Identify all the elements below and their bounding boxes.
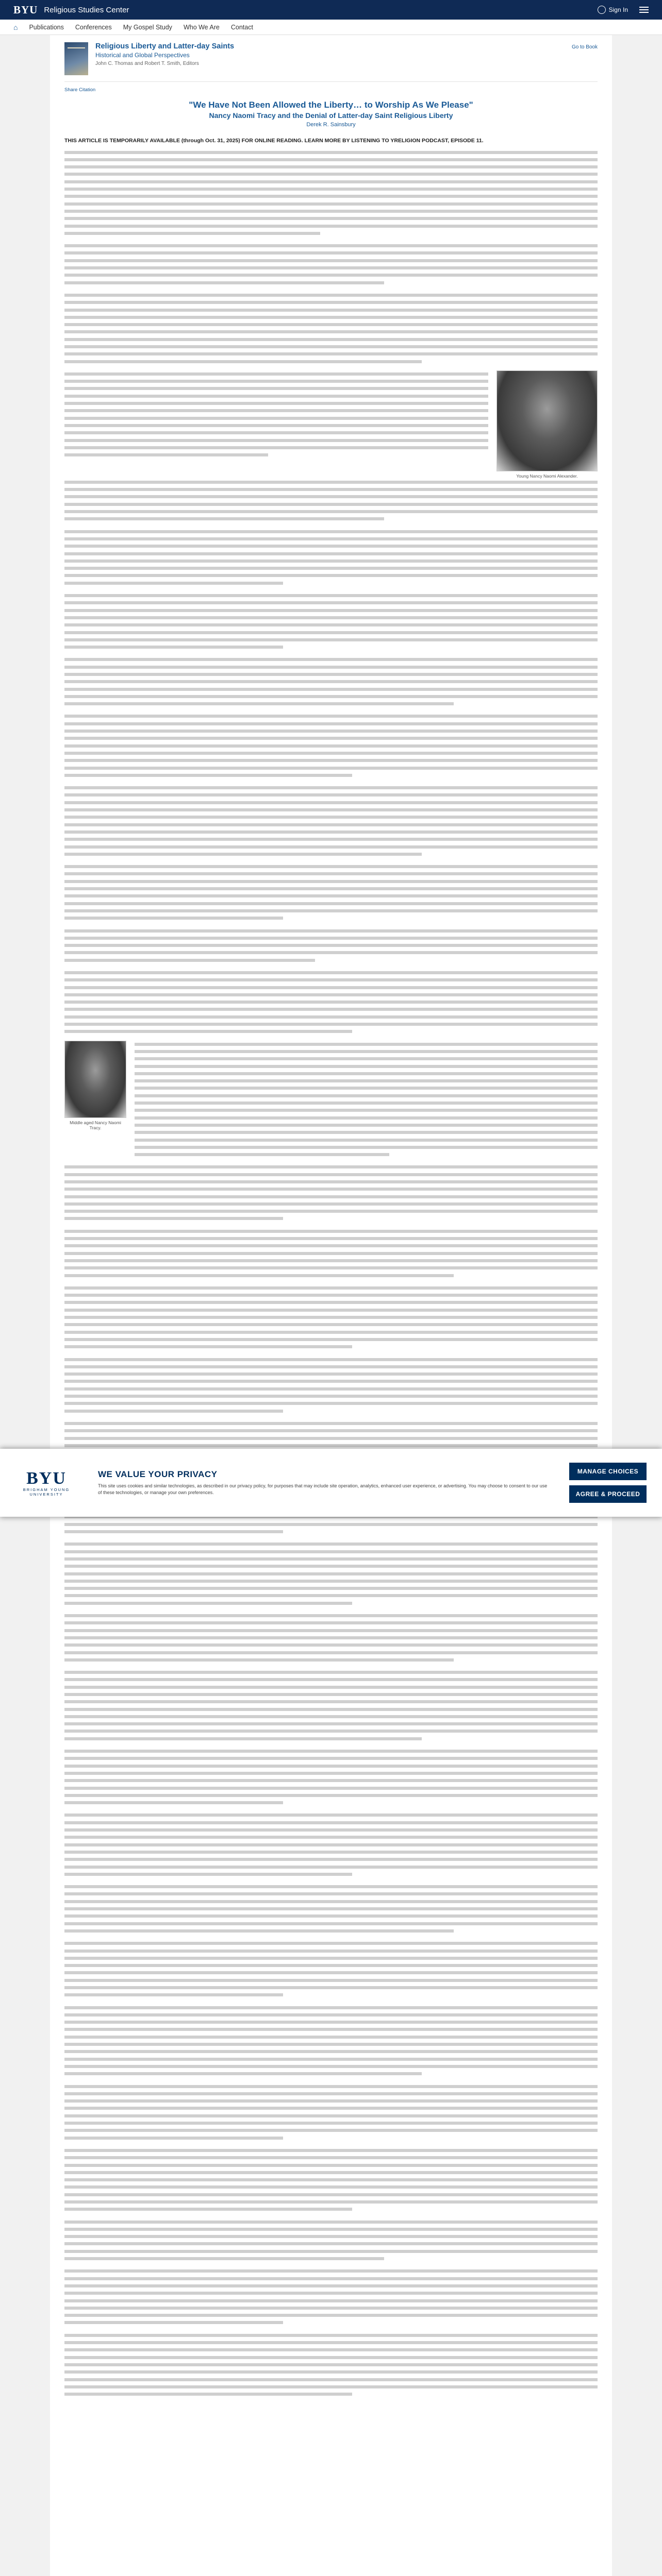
manage-choices-button[interactable]: MANAGE CHOICES [569, 1463, 647, 1480]
figure-caption: Young Nancy Naomi Alexander. [516, 473, 578, 479]
body-paragraph [64, 2267, 598, 2326]
book-title[interactable]: Religious Liberty and Latter-day Saints [95, 42, 235, 50]
article-title: "We Have Not Been Allowed the Liberty… to Worship As We Please" [189, 100, 473, 110]
body-paragraph [64, 1356, 598, 1415]
menu-icon[interactable] [639, 7, 649, 13]
byu-logo-banner: BYU BRIGHAM YOUNG UNIVERSITY [23, 1469, 70, 1497]
site-name[interactable]: Religious Studies Center [44, 5, 129, 14]
article-subtitle: Nancy Naomi Tracy and the Denial of Latter-day Saint Religious Liberty [209, 111, 453, 120]
body-paragraph [64, 1612, 598, 1664]
article-body [64, 149, 598, 2398]
article-container [50, 35, 612, 2576]
body-paragraph [64, 1669, 598, 1742]
sign-in-label: Sign In [608, 6, 628, 13]
body-paragraph [64, 149, 598, 238]
article-author[interactable]: Derek R. Sainsbury [306, 122, 356, 128]
privacy-heading: WE VALUE YOUR PRIVACY [98, 1469, 218, 1480]
user-icon [598, 6, 606, 14]
body-paragraph [64, 1748, 598, 1806]
go-to-book-link[interactable]: Go to Book [571, 44, 598, 50]
portrait-figure[interactable] [64, 1041, 126, 1164]
cookie-banner [0, 1449, 662, 1517]
main-nav [0, 20, 662, 35]
nav-item-my-gospel-study[interactable]: My Gospel Study [123, 23, 172, 31]
nav-item-publications[interactable]: Publications [29, 23, 64, 31]
book-subtitle: Historical and Global Perspectives [95, 52, 190, 59]
availability-notice[interactable]: THIS ARTICLE IS TEMPORARILY AVAILABLE (through Oct. 31, 2025) FOR ONLINE READING. LEARN MORE BY LISTENING TO YRELIGION PODCAST, EPISODE 11. [64, 138, 484, 144]
body-paragraph [64, 2004, 598, 2078]
body-paragraph [64, 969, 598, 1036]
nav-item-who-we-are[interactable]: Who We Are [183, 23, 220, 31]
body-paragraph [135, 1041, 598, 1159]
body-paragraph [64, 592, 598, 651]
body-paragraph [64, 2218, 598, 2263]
book-authors: John C. Thomas and Robert T. Smith, Editors [95, 61, 199, 66]
body-paragraph [64, 292, 598, 365]
body-paragraph [64, 2147, 598, 2213]
sign-in-link[interactable] [598, 6, 628, 14]
body-paragraph [64, 713, 598, 779]
body-paragraph [64, 479, 598, 523]
body-paragraph [64, 370, 488, 459]
body-paragraph [64, 1284, 598, 1351]
book-cover[interactable] [64, 42, 88, 75]
nav-item-contact[interactable]: Contact [230, 23, 253, 31]
body-paragraph [64, 2083, 598, 2142]
body-paragraph [64, 863, 598, 922]
body-paragraph [64, 927, 598, 964]
body-paragraph [64, 1811, 598, 1878]
body-paragraph [64, 528, 598, 587]
body-paragraph [64, 242, 598, 286]
body-paragraph [64, 1163, 598, 1222]
book-header [64, 35, 598, 82]
body-paragraph [64, 656, 598, 707]
body-paragraph [64, 1940, 598, 1998]
share-citation-link[interactable]: Share Citation [64, 87, 96, 93]
portrait-figure[interactable] [496, 370, 598, 479]
figure-caption: Middle aged Nancy Naomi Tracy. [70, 1120, 121, 1130]
body-paragraph [64, 1540, 598, 1607]
body-paragraph [64, 784, 598, 858]
top-bar [0, 0, 662, 20]
byu-logo[interactable]: BYU [13, 3, 38, 16]
nav-item-conferences[interactable]: Conferences [75, 23, 112, 31]
portrait-photo [64, 1041, 126, 1118]
agree-proceed-button[interactable]: AGREE & PROCEED [569, 1485, 647, 1503]
body-paragraph [64, 1228, 598, 1279]
privacy-text: This site uses cookies and similar technologies, as described in our privacy policy, for purposes that may include site operation, analytics, enhanced user experience, or advertising. You may choose to consent to our use of these technologies, or manage your own preferences. [98, 1483, 548, 1495]
body-paragraph [64, 2332, 598, 2398]
portrait-photo [496, 370, 598, 471]
home-icon[interactable]: ⌂ [13, 23, 18, 31]
body-paragraph [64, 1883, 598, 1935]
